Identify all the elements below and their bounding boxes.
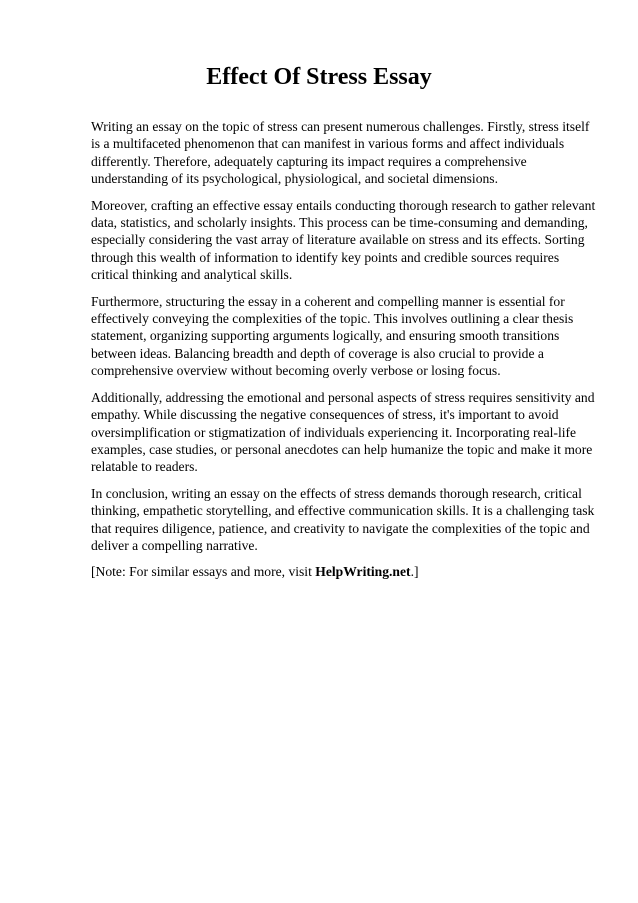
document-title: Effect Of Stress Essay [206,64,432,90]
paragraph-5: In conclusion, writing an essay on the effects of stress demands thorough research, critical thinking, empathetic storytelling, and effective communication skills. It is a challenging task that requires diligence, patience, and creativity to navigate the complexities of the topic and deliver a compelling narrative. [91,485,595,553]
paragraph-4: Additionally, addressing the emotional and personal aspects of stress requires sensitivity and empathy. While discussing the negative consequences of stress, it's important to avoid oversimplification or stigmatization of individuals experiencing it. Incorporating real-life examples, case studies, or personal anecdotes can help humanize the topic and make it more relatable to readers. [91,389,595,475]
paragraph-2: Moreover, crafting an effective essay entails conducting thorough research to gather relevant data, statistics, and scholarly insights. This process can be time-consuming and demanding, especially considering the vast array of literature available on stress and its effects. Sorting through this wealth of information to identify key points and credible sources requires critical thinking and analytical skills. [91,197,596,283]
document-body [91,118,596,590]
helpwriting-link[interactable]: HelpWriting.net [315,564,411,580]
paragraph-3: Furthermore, structuring the essay in a coherent and compelling manner is essential for effectively conveying the complexities of the topic. This involves outlining a clear thesis statement, organizing supporting arguments logically, and ensuring smooth transitions between ideas. Balancing breadth and depth of coverage is also crucial to provide a comprehensive overview without becoming overly verbose or losing focus. [91,293,574,379]
note-paragraph [91,563,596,580]
note-prefix: [Note: For similar essays and more, visit [91,564,316,580]
paragraph-1: Writing an essay on the topic of stress can present numerous challenges. Firstly, stress itself is a multifaceted phenomenon that can manifest in various forms and affect individuals differently. Therefore, adequately capturing its impact requires a comprehensive understanding of its psychological, physiological, and societal dimensions. [91,119,590,187]
note-suffix: .] [410,564,419,580]
